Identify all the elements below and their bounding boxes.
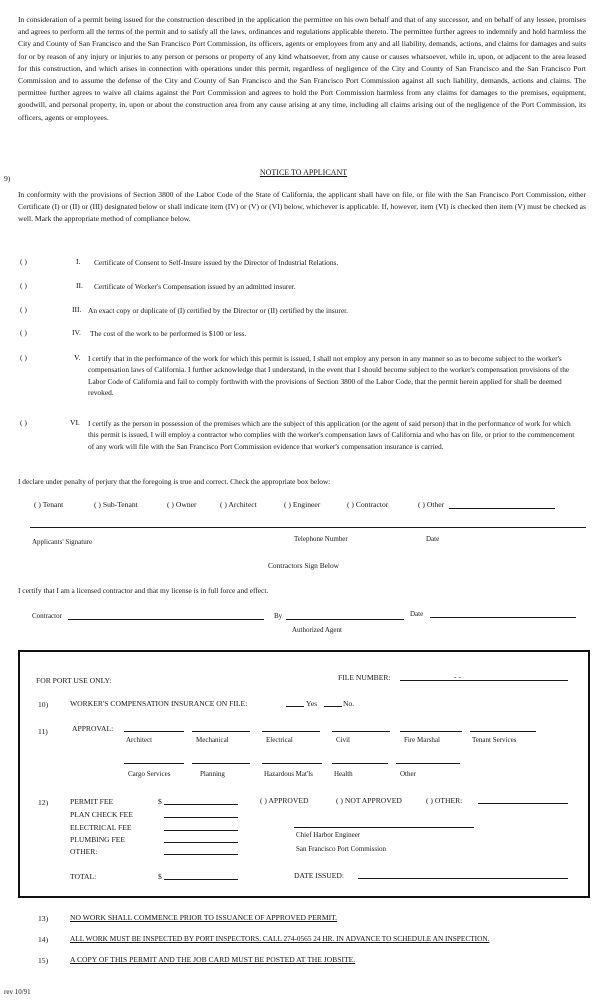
electrical-fee-line[interactable] [164, 830, 238, 831]
item-v-checkbox[interactable]: ( ) [20, 353, 27, 362]
cargo-approval-line[interactable] [124, 763, 184, 764]
applicant-date-label: Date [426, 535, 440, 543]
contractor-date-label: Date [410, 610, 424, 618]
contractor-line[interactable] [68, 619, 264, 620]
contractor-label: Contractor [32, 612, 62, 620]
item-vi-numeral: VI. [70, 418, 80, 427]
item-ii-text: Certificate of Worker's Compensation issued by an admitted insurer. [94, 282, 296, 291]
indemnity-paragraph: In consideration of a permit being issued for the construction described in the application the permittee on his own behalf and that of any successor, and on behalf of any lessee, promises and agrees to perform all the terms of the permit and to satisfy all the laws, ordinances and regulations applicable thereto. The permittee further agrees to indemnify and hold harmless the City and County of San Francisco and the San Francisco Port Commission, its officers, agents or employees from any and all liability, demands, actions, and claims for damages and suits for or by reason of any injury or injuries to any person or persons or property of any kind whatsoever, from any cause or causes whatsoever, while in, upon, or adjacent to the area leased for this construction, and which arises in connection with operations under this permit, regardless of negligence of the City and County of San Francisco and the San Francisco Port Commission and to assume the defense of the City and County of San Francisco and the San Francisco Port Commission against all such liability, demands, actions and claims. The permittee further agrees to waive all claims against the Port Commission and agrees to hold the Port Commission harmless from any claims for damages to the premises, equipment, goodwill, and personal property, in, upon or about the construction area from any cause arising at any time, including all claims arising out of the negligence of the Port Commission, its officers, agents or employees. [18, 15, 586, 122]
workers-comp-no-line[interactable] [324, 706, 342, 707]
civil-approval-label: Civil [336, 736, 351, 744]
perjury-statement: I declare under penalty of perjury that the foregoing is true and correct. Check the appropriate box below: [18, 477, 331, 486]
item-iii-numeral: III. [72, 305, 82, 314]
health-approval-label: Health [334, 770, 353, 778]
item-v-text: I certify that in the performance of the work for which this permit is issued, I shall not employ any person in any manner so as to become subject to the worker's compensation laws of California. I further acknowledge that I understand, in the event that I should become subject to the worker's compensation provisions of the Labor Code of California and fail to comply forthwith with the provisions of Section 3800 of the Labor Code, that the permit herein applied for shall be deemed revoked. [88, 354, 570, 398]
total-dollar: $ [158, 872, 162, 881]
other-fee-line[interactable] [164, 854, 238, 855]
tenant-services-approval-label: Tenant Services [472, 736, 517, 744]
item-11-number: 11) [38, 727, 48, 736]
hazmat-approval-line[interactable] [262, 763, 322, 764]
architect-approval-line[interactable] [124, 731, 184, 732]
approval-label: APPROVAL: [72, 724, 114, 733]
health-approval-line[interactable] [332, 763, 388, 764]
notice-paragraph: In conformity with the provisions of Section 3800 of the Labor Code of the State of California, the applicant shall have on file, or file with the San Francisco Port Commission, either Certificate (I) or (II) or (III) designated below or shall indicate item (IV) or (V) or (VI) below, whichever is applicable. If, however, item (VI) is checked then item (V) must be checked as well. Mark the appropriate method of compliance below. [18, 190, 586, 224]
notice-title: NOTICE TO APPLICANT [259, 168, 348, 177]
electrical-fee-label: ELECTRICAL FEE [70, 823, 132, 832]
workers-comp-label: WORKER'S COMPENSATION INSURANCE ON FILE: [70, 699, 248, 708]
item-iii-checkbox[interactable]: ( ) [20, 305, 27, 314]
file-number-value: - - [454, 672, 461, 681]
workers-comp-yes-line[interactable] [286, 706, 304, 707]
note-15-text: A COPY OF THIS PERMIT AND THE JOB CARD MUST BE POSTED AT THE JOBSITE. [70, 955, 356, 964]
other-fee-label: OTHER: [70, 847, 98, 856]
section-9-number: 9) [4, 174, 11, 183]
item-10-number: 10) [38, 700, 49, 709]
note-13-number: 13) [38, 914, 49, 923]
tenant-services-approval-line[interactable] [470, 731, 536, 732]
authorized-agent-label: Authorized Agent [292, 626, 342, 634]
electrical-approval-label: Electrical [266, 736, 293, 744]
port-commission-label: San Francisco Port Commission [296, 845, 387, 853]
item-vi-text: I certify as the person in possession of the premises which are the subject of this application (or the agent of said person) that in the performance of work for which this permit is issued, I will employ a contractor who complies with the worker's compensation laws of California and who has on file, or prior to the commencement of any work will file with the San Francisco Port Commission evidence that worker's compensation insurance is carried. [88, 419, 575, 451]
permit-fee-label: PERMIT FEE [70, 797, 114, 806]
planning-approval-label: Planning [200, 770, 225, 778]
other-approval-label: Other [400, 770, 416, 778]
electrical-approval-line[interactable] [262, 731, 320, 732]
plan-check-fee-label: PLAN CHECK FEE [70, 810, 133, 819]
file-number-label: FILE NUMBER: [338, 673, 391, 682]
license-statement: I certify that I am a licensed contractor and that my license is in full force and effect. [18, 586, 269, 595]
workers-comp-yes: Yes [306, 699, 318, 708]
chief-engineer-signature-line[interactable] [294, 827, 474, 828]
item-iv-checkbox[interactable]: ( ) [20, 328, 27, 337]
item-vi-checkbox[interactable]: ( ) [20, 418, 27, 427]
hazmat-approval-label: Hazardous Mat'ls [264, 770, 313, 778]
plumbing-fee-line[interactable] [164, 842, 238, 843]
item-i-text: Certificate of Consent to Self-Insure issued by the Director of Industrial Relations. [94, 258, 339, 267]
total-label: TOTAL: [70, 872, 97, 881]
role-other-line[interactable] [449, 508, 555, 509]
item-iii-text: An exact copy or duplicate of (I) certified by the Director or (II) certified by the insurer. [88, 306, 348, 315]
item-ii-numeral: II. [76, 281, 83, 290]
role-sub-tenant[interactable]: ( ) Sub-Tenant [94, 500, 138, 509]
date-issued-label: DATE ISSUED: [294, 871, 344, 880]
item-iv-numeral: IV. [72, 328, 81, 337]
note-15-number: 15) [38, 956, 49, 965]
mechanical-approval-label: Mechanical [196, 736, 229, 744]
revision-label: rev 10/91 [4, 988, 31, 996]
other-option-line[interactable] [478, 803, 568, 804]
item-i-numeral: I. [76, 257, 81, 266]
port-use-title: FOR PORT USE ONLY: [36, 676, 112, 685]
other-option[interactable]: ( ) OTHER: [426, 796, 463, 805]
note-14-number: 14) [38, 935, 49, 944]
fire-marshal-approval-line[interactable] [400, 731, 462, 732]
item-ii-checkbox[interactable]: ( ) [20, 281, 27, 290]
fire-marshal-approval-label: Fire Marshal [404, 736, 440, 744]
other-approval-line[interactable] [396, 763, 460, 764]
applicant-signature-label: Applicants' Signature [32, 538, 93, 546]
role-other[interactable]: ( ) Other [418, 500, 445, 509]
not-approved-option[interactable]: ( ) NOT APPROVED [336, 796, 402, 805]
role-tenant[interactable]: ( ) Tenant [34, 500, 64, 509]
chief-engineer-label: Chief Harbor Engineer [296, 831, 361, 839]
role-contractor[interactable]: ( ) Contractor [347, 500, 389, 509]
workers-comp-no: No. [343, 699, 355, 708]
architect-approval-label: Architect [126, 736, 153, 744]
mechanical-approval-line[interactable] [192, 731, 250, 732]
role-architect[interactable]: ( ) Architect [220, 500, 257, 509]
role-owner[interactable]: ( ) Owner [167, 500, 197, 509]
planning-approval-line[interactable] [192, 763, 250, 764]
approved-option[interactable]: ( ) APPROVED [260, 796, 309, 805]
total-line[interactable] [164, 879, 238, 880]
role-engineer[interactable]: ( ) Engineer [284, 500, 321, 509]
item-i-checkbox[interactable]: ( ) [20, 257, 27, 266]
note-14-text: ALL WORK MUST BE INSPECTED BY PORT INSPECTORS. CALL 274-0565 24 HR. IN ADVANCE TO SCHEDULE AN INSPECTION. [70, 934, 490, 943]
plan-check-fee-line[interactable] [164, 817, 238, 818]
date-issued-line[interactable] [358, 878, 568, 879]
plumbing-fee-label: PLUMBING FEE [70, 835, 126, 844]
item-iv-text: The cost of the work to be performed is $100 or less. [90, 329, 247, 338]
file-number-line[interactable] [400, 680, 568, 681]
permit-fee-dollar: $ [158, 797, 162, 806]
note-13-text: NO WORK SHALL COMMENCE PRIOR TO ISSUANCE OF APPROVED PERMIT. [70, 913, 338, 922]
item-12-number: 12) [38, 798, 49, 807]
permit-fee-line[interactable] [164, 804, 238, 805]
civil-approval-line[interactable] [332, 731, 390, 732]
contractors-sign-below: Contractors Sign Below [267, 561, 340, 570]
telephone-label: Telephone Number [294, 535, 348, 543]
by-label: By [274, 612, 283, 620]
by-line[interactable] [286, 619, 404, 620]
applicant-signature-line[interactable] [30, 527, 586, 528]
item-v-numeral: V. [74, 353, 81, 362]
cargo-approval-label: Cargo Services [128, 770, 171, 778]
contractor-date-line[interactable] [430, 617, 576, 618]
